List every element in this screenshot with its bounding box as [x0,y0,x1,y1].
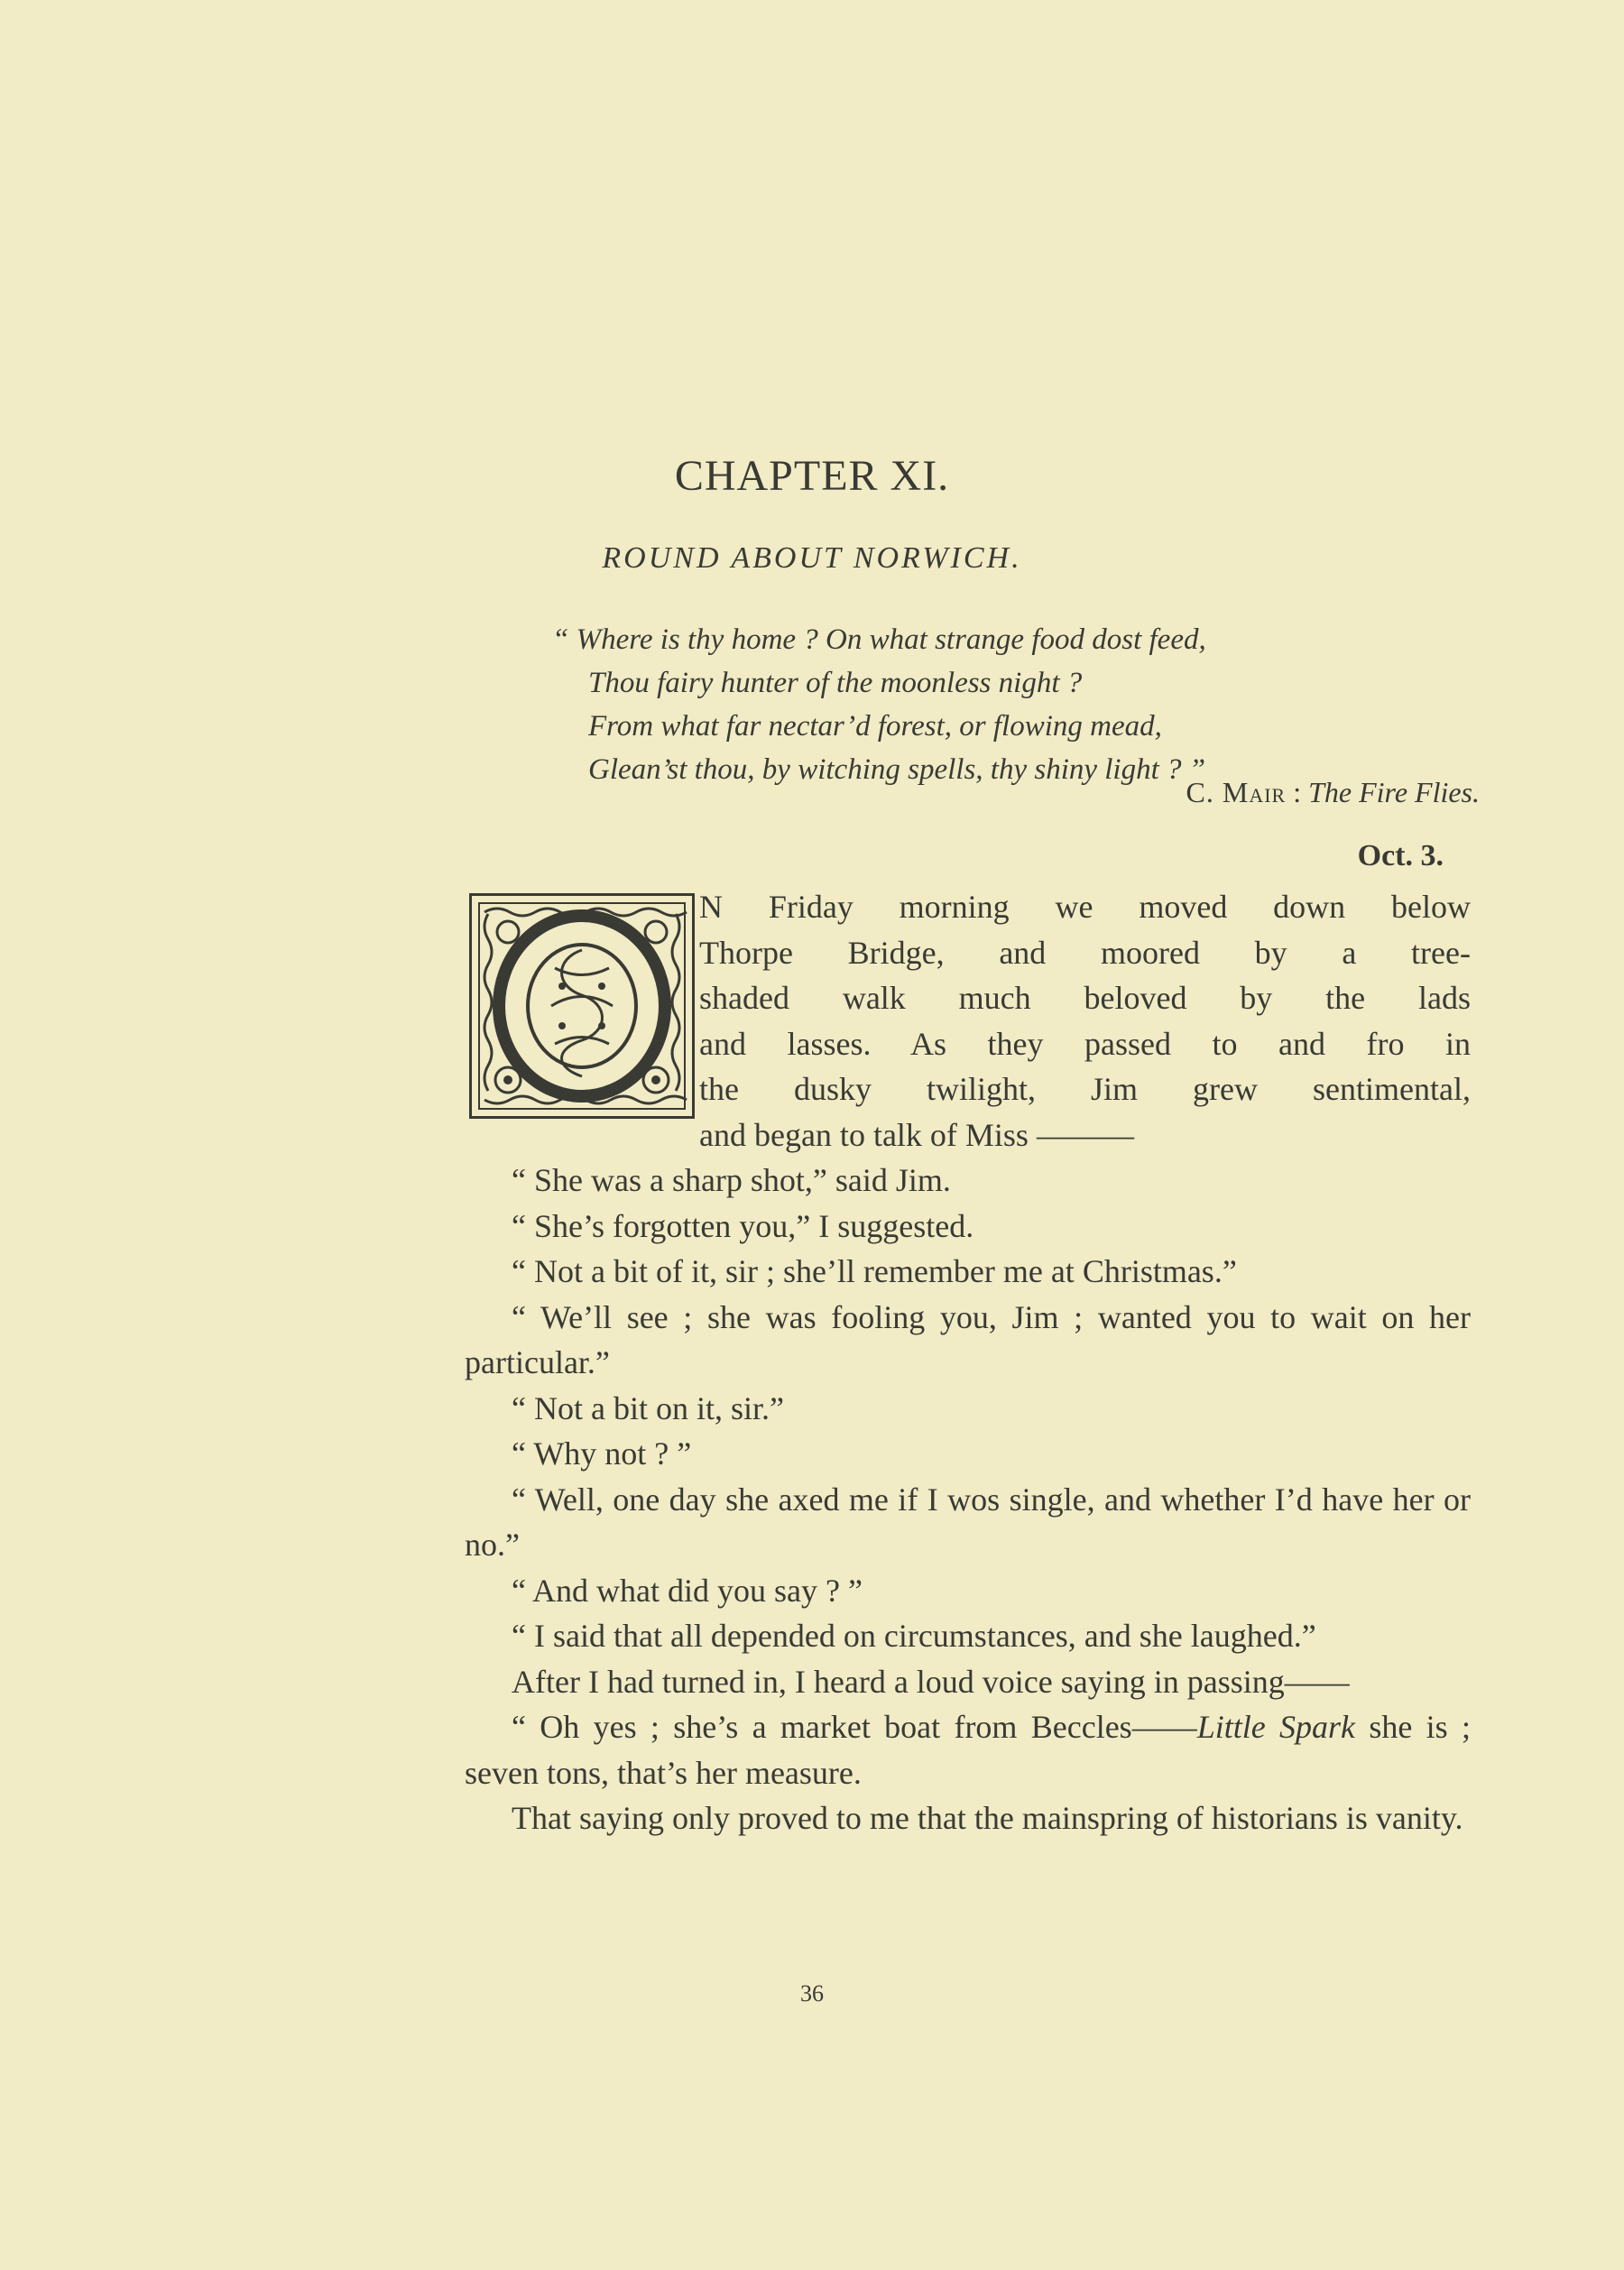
opening-line: and lasses. As they passed to and fro in [699,1025,1471,1062]
paragraph: “ Not a bit on it, sir.” [512,1389,784,1426]
opening-line: shaded walk much beloved by the lads [699,980,1471,1016]
chapter-subtitle: ROUND ABOUT NORWICH. [602,541,1022,575]
paragraph: “ We’ll see ; she was fooling you, Jim ; wanted you to wait on her particular.” [465,1298,1471,1380]
epigraph-line: Thou fairy hunter of the moonless night ? [588,667,1083,699]
epigraph [552,618,1481,791]
chapter-title: CHAPTER XI. [674,452,950,500]
boat-quote-cont: she is ; seven tons, that’s her measure. [465,1709,1472,1791]
attribution-author: C. Mair [1186,776,1287,808]
entry-date: Oct. 3. [1357,839,1444,872]
page-number: 36 [800,1980,824,2007]
paragraph: “ Not a bit of it, sir ; she’ll remember me at Christmas.” [512,1253,1237,1289]
paragraph: “ She’s forgotten you,” I suggested. [512,1207,974,1244]
paragraph: “ She was a sharp shot,” said Jim. [512,1162,951,1198]
attribution-work: The Fire Flies. [1308,776,1480,808]
opening-line: the dusky twilight, Jim grew sentimental, [699,1071,1471,1107]
opening-line: N Friday morning we moved down below [699,889,1471,925]
epigraph-attribution [992,776,1480,809]
paragraph: “ Why not ? ” [512,1435,692,1472]
boat-name: Little Spark [1196,1709,1356,1745]
paragraph: That saying only proved to me that the mainspring of historians is vanity. [512,1800,1463,1836]
attribution-separator: : [1286,776,1309,808]
opening-paragraph [465,884,1471,1158]
paragraph: “ And what did you say ? ” [512,1572,863,1609]
paragraph: After I had turned in, I heard a loud voice saying in passing—— [512,1663,1350,1700]
opening-line: and began to talk of Miss ——— [699,1116,1134,1153]
epigraph-line: From what far nectar’d forest, or flowing mead, [588,710,1162,743]
paragraph: “ Well, one day she axed me if I wos single, and whether I’d have her or no.” [465,1481,1471,1563]
paragraph: “ I said that all depended on circumstances, and she laughed.” [512,1618,1316,1654]
epigraph-line: “ Where is thy home ? On what strange food dost feed, [552,623,1206,656]
boat-quote: “ Oh yes ; she’s a market boat from Beccles—— [512,1709,1197,1745]
epigraph-line: Glean’st thou, by witching spells, thy shiny light ? ” [588,753,1206,786]
dialogue-text [465,1158,1471,1841]
paragraph-boat [465,1704,1471,1795]
opening-line: Thorpe Bridge, and moored by a tree- [699,934,1471,971]
